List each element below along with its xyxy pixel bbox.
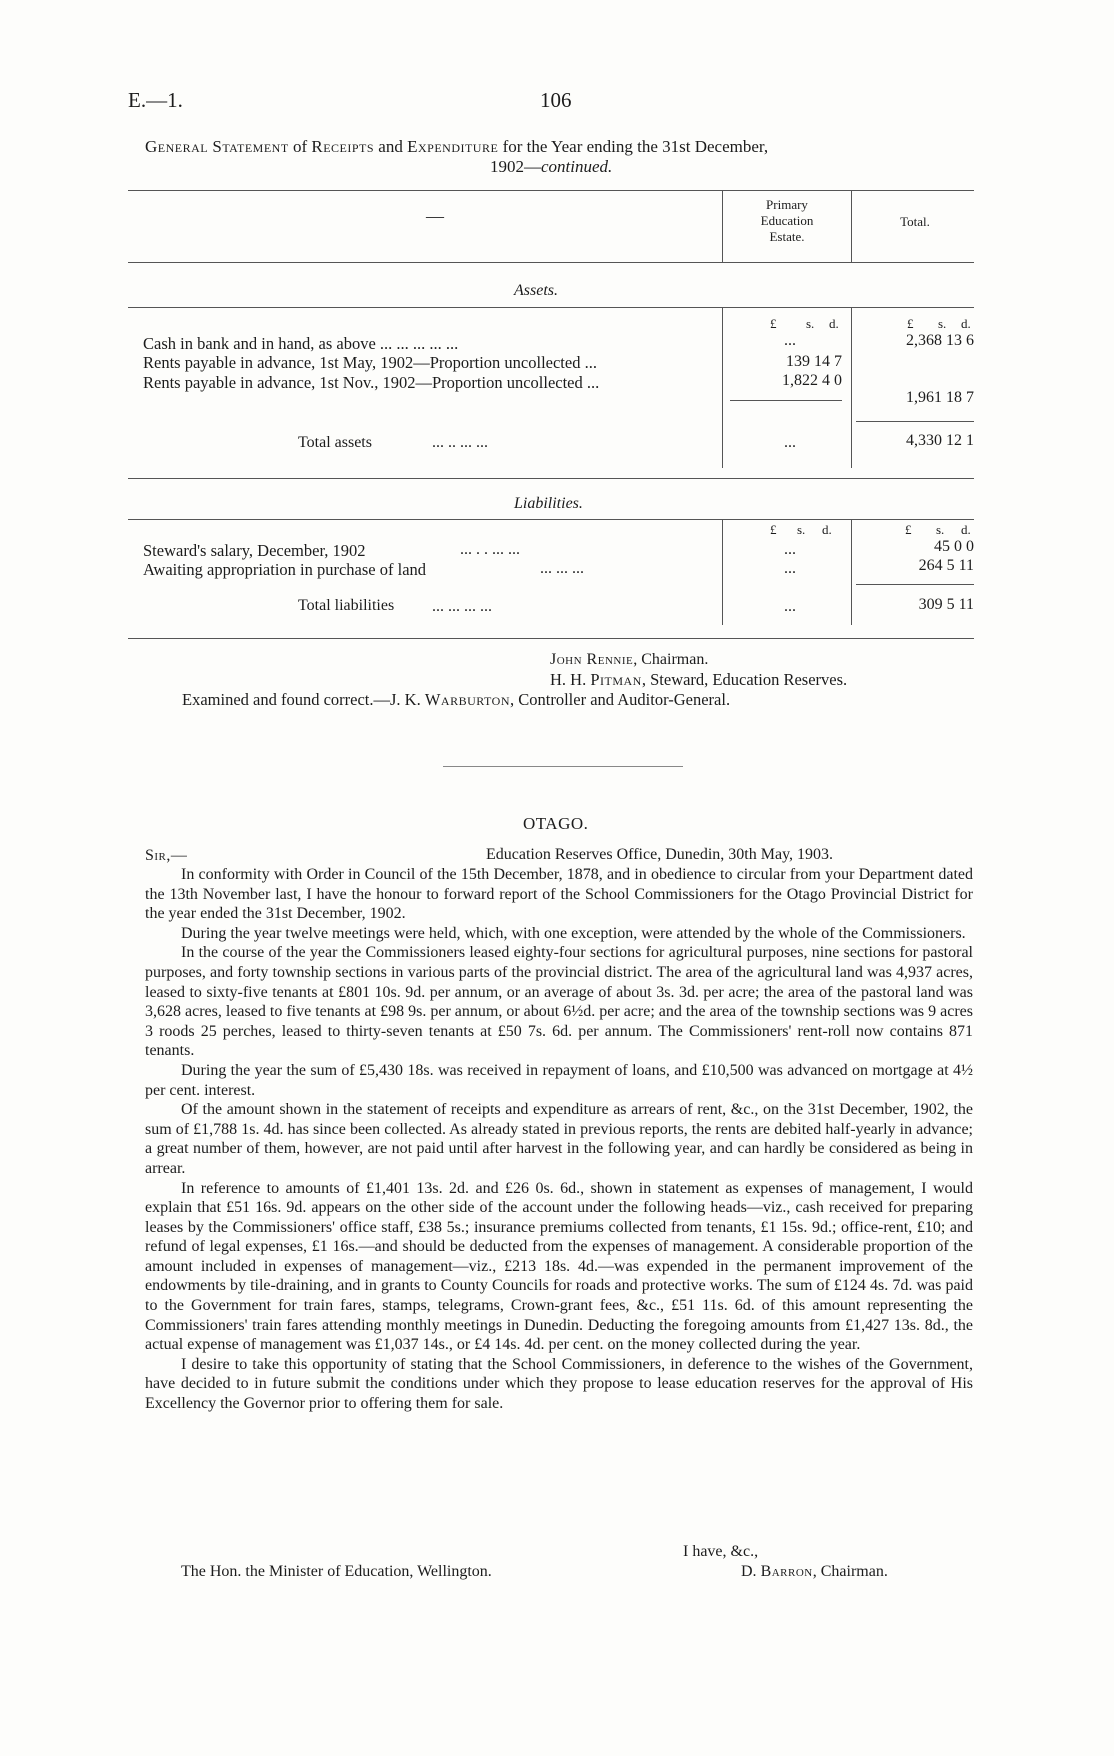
report-code: E.—1.: [128, 88, 183, 112]
leader-dots: ... ... ... ...: [432, 598, 492, 615]
signature-chairman: John Rennie, Chairman.: [550, 651, 709, 668]
auditor-note: Examined and found correct.—J. K. Warburton, Controller and Auditor-General.: [182, 690, 731, 709]
liability-label: Steward's salary, December, 1902: [143, 541, 366, 560]
paragraph: In the course of the year the Commissioners leased eighty-four sections for agricultural purposes, nine sections for pastoral purposes, and forty township sections in various parts of the provincial district. The area of the agricultural land was 4,937 acres, leased to sixty-five tenants at £801 10s. 9d. per annum, or an average of about 3s. 3d. per acre; the area of the pastoral land was 3,628 acres, leased to five tenants at £98 9s. per annum, or about 6½d. per acre; and the area of the township sections was 9 acres 3 roods 25 perches, leased to thirty-seven tenants at £50 7s. 6d. per annum. The Commissioners' rent-roll now contains 871 tenants.: [145, 944, 973, 1060]
statement-title: General Statement of Receipts and Expenditure for the Year ending the 31st December,: [145, 137, 769, 156]
total-column-head: Total.: [900, 214, 930, 229]
leader-dots: ... ... ...: [540, 560, 584, 577]
total-liabilities-primary: ...: [784, 598, 796, 615]
title-word: General: [145, 137, 209, 156]
liability-primary: ...: [784, 541, 796, 558]
asset-total: 2,368 13 6: [906, 332, 974, 349]
column-divider: [851, 190, 852, 262]
paragraph: During the year the sum of £5,430 18s. was received in repayment of loans, and £10,500 was advanced on mortgage at 4½ per cent. interest.: [145, 1061, 973, 1099]
liability-total: 45 0 0: [934, 538, 974, 555]
asset-label: Rents payable in advance, 1st Nov., 1902—Proportion uncollected ...: [143, 373, 600, 392]
signature-otago-chairman: D. Barron, Chairman.: [741, 1563, 888, 1580]
total-assets-label: Total assets: [298, 434, 372, 451]
asset-label: Cash in bank and in hand, as above ... ... ... ... ...: [143, 334, 459, 353]
currency-shillings: s.: [797, 522, 806, 537]
paragraph: In reference to amounts of £1,401 13s. 2d. and £26 0s. 6d., shown in statement as expenses of management, I would explain that £51 16s. 9d. appears on the other side of the account under the following heads—viz., cash received for preparing leases by the Commissioners' office staff, £38 5s.; insurance premiums collected from tenants, £1 15s. 9d.; office-rent, £10; and refund of legal expenses, £1 16s.—and should be deducted from the expenses of management. A considerable proportion of the amount included in expenses of management—viz., £213 18s. 4d.—was expended in the permanent improvement of the endowments by tile-draining, and in grants to County Councils for roads and protective works. The sum of £124 4s. 7d. was paid to the Government for train fares, stamps, telegrams, Crown-grant fees, &c., £51 11s. 6d. of this amount representing the Commissioners' train fares attending monthly meetings in Dunedin. Deducting the foregoing amounts from £1,427 13s. 8d., the actual expense of management was £1,037 14s., or £4 14s. 4d. per cent. on the money collected during the year.: [145, 1179, 973, 1354]
letter-address: Education Reserves Office, Dunedin, 30th May, 1903.: [486, 846, 834, 863]
salutation: Sir,—: [145, 847, 188, 864]
liabilities-heading: Liabilities.: [514, 495, 583, 512]
letter-body: [145, 865, 973, 1414]
column-divider: [722, 190, 723, 262]
sum-rule: [730, 400, 842, 401]
sum-rule: [856, 421, 974, 422]
total-assets-value: 4,330 12 1: [906, 432, 974, 449]
total-liabilities-label: Total liabilities: [298, 597, 395, 614]
paragraph: In conformity with Order in Council of the 15th December, 1878, and in obedience to circular from your Department dated the 13th November last, I have the honour to forward report of the School Commissioners for the Otago Provincial District for the year ended the 31st December, 1902.: [145, 866, 973, 923]
closing: I have, &c.,: [683, 1543, 759, 1560]
column-divider: [722, 519, 723, 625]
asset-primary: 139 14 7: [786, 353, 842, 370]
asset-subtotal: 1,961 18 7: [906, 389, 974, 406]
paragraph: Of the amount shown in the statement of receipts and expenditure as arrears of rent, &c., on the 31st December, 1902, the sum of £1,788 1s. 4d. has since been collected. As already stated in previous reports, the rents are debited half-yearly in advance; a great number of them, however, are not paid until after harvest in the following year, and can hardly be considered as being in arrear.: [145, 1101, 973, 1177]
currency-shillings: s.: [806, 316, 815, 331]
signature-steward: H. H. Pitman, Steward, Education Reserves.: [550, 670, 848, 689]
column-divider: [722, 307, 723, 468]
blank-column-head: —: [426, 206, 444, 226]
currency-pence: d.: [961, 316, 971, 331]
paragraph: I desire to take this opportunity of stating that the School Commissioners, in deference to the wishes of the Government, have decided to in future submit the conditions under which they propose to lease education reserves for the approval of His Excellency the Governor prior to offering them for sale.: [145, 1355, 973, 1413]
liability-total: 264 5 11: [918, 557, 974, 574]
currency-pounds: £: [770, 522, 777, 537]
column-divider: [851, 307, 852, 468]
section-separator: [443, 766, 683, 767]
title-word: Expenditure: [407, 137, 499, 156]
primary-column-head: Primary Education Estate.: [760, 197, 814, 244]
paragraph: During the year twelve meetings were held, which, with one exception, were attended by the whole of the Commissioners.: [181, 924, 966, 942]
currency-pounds: £: [907, 316, 914, 331]
otago-heading: OTAGO.: [523, 814, 589, 833]
section-rule: [128, 478, 974, 479]
sum-rule: [856, 584, 974, 585]
title-word: Receipts: [311, 137, 375, 156]
leader-dots: ... .. ... ...: [432, 434, 488, 451]
column-divider: [851, 519, 852, 625]
assets-heading: Assets.: [514, 282, 558, 299]
currency-pence: d.: [961, 522, 971, 537]
title-word: Statement: [212, 137, 289, 156]
liability-primary: ...: [784, 560, 796, 577]
total-liabilities-value: 309 5 11: [918, 596, 974, 613]
currency-pounds: £: [905, 522, 912, 537]
section-rule: [128, 307, 974, 308]
total-assets-primary: ...: [784, 434, 796, 451]
asset-primary: ...: [784, 332, 796, 349]
currency-shillings: s.: [936, 522, 945, 537]
statement-title-continued: 1902—continued.: [490, 157, 613, 176]
liability-label: Awaiting appropriation in purchase of land: [143, 560, 427, 579]
page-number: 106: [540, 88, 572, 112]
asset-label: Rents payable in advance, 1st May, 1902—Proportion uncollected ...: [143, 353, 597, 372]
table-header-rule: [128, 262, 974, 263]
currency-pence: d.: [822, 522, 832, 537]
leader-dots: ... . . ... ...: [460, 541, 520, 558]
currency-pounds: £: [770, 316, 777, 331]
table-bottom-rule: [128, 638, 974, 639]
section-rule: [128, 519, 974, 520]
currency-shillings: s.: [938, 316, 947, 331]
currency-pence: d.: [829, 316, 839, 331]
table-top-rule: [128, 190, 974, 191]
addressee: The Hon. the Minister of Education, Wellington.: [181, 1563, 492, 1580]
asset-primary: 1,822 4 0: [782, 372, 842, 389]
